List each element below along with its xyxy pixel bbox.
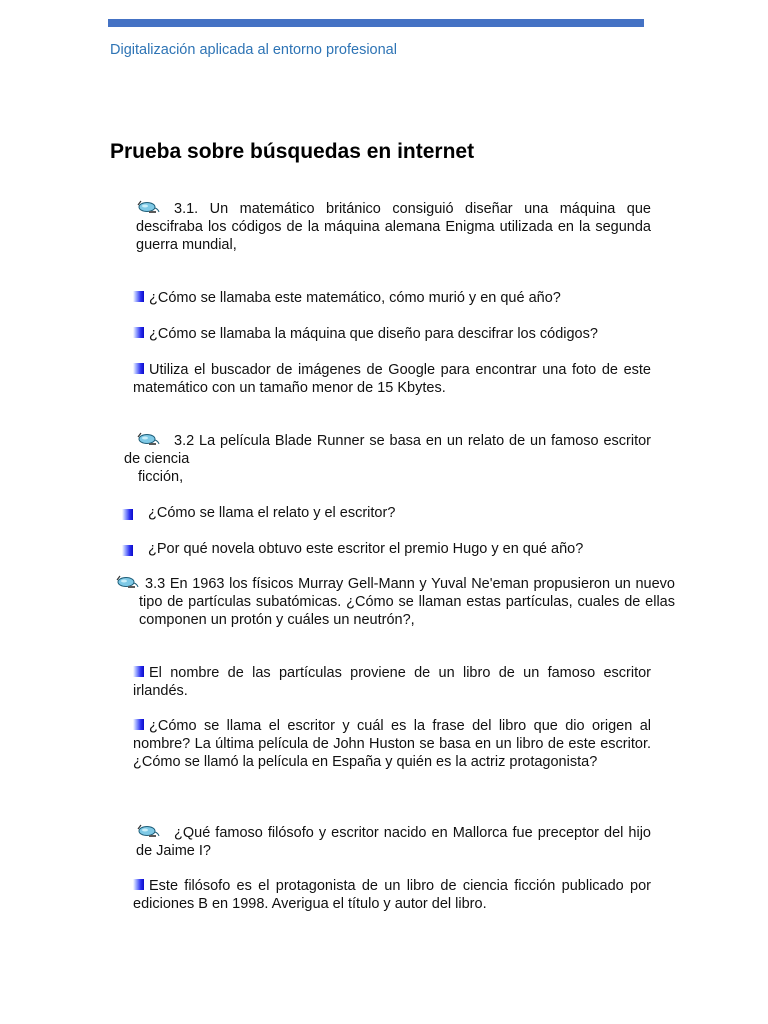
- mouse-icon: [136, 824, 160, 838]
- list-item: ¿Cómo se llamaba la máquina que diseño para descifrar los códigos?: [133, 325, 651, 343]
- list-item: ¿Cómo se llama el escritor y cuál es la frase del libro que dio origen al nombre? La última película de John Huston se basa en un libro de este escritor. ¿Cómo se llamó la película en España y quién es la actriz protagonista?: [133, 718, 651, 770]
- question-text: 3.2 La película Blade Runner se basa en un relato de un famoso escritor de ciencia: [124, 433, 651, 467]
- list-item: ¿Cómo se llamaba este matemático, cómo murió y en qué año?: [133, 289, 651, 307]
- square-bullet-icon: [133, 719, 144, 730]
- list-item: ¿Por qué novela obtuvo este escritor el premio Hugo y en qué año?: [122, 540, 651, 558]
- square-bullet-icon: [122, 509, 133, 520]
- question-text: 3.1. Un matemático británico consiguió diseñar una máquina que descifraba los códigos de la máquina alemana Enigma utilizada en la segunda guerra mundial,: [136, 201, 651, 253]
- question-3-1: [136, 200, 651, 254]
- course-title: Digitalización aplicada al entorno profesional: [110, 42, 397, 58]
- page-title: Prueba sobre búsquedas en internet: [110, 140, 475, 163]
- square-bullet-icon: [122, 545, 133, 556]
- square-bullet-icon: [133, 666, 144, 677]
- question-3-3: [115, 575, 675, 629]
- list-item: Utiliza el buscador de imágenes de Google para encontrar una foto de este matemático con un tamaño menor de 15 Kbytes.: [133, 362, 651, 396]
- list-item: Este filósofo es el protagonista de un libro de ciencia ficción publicado por ediciones B en 1998. Averigua el título y autor del libro.: [133, 878, 651, 912]
- question-3-2: [124, 432, 651, 468]
- list-item: El nombre de las partículas proviene de un libro de un famoso escritor irlandés.: [133, 665, 651, 699]
- question-3-4: [136, 824, 651, 860]
- mouse-icon: [136, 200, 160, 214]
- square-bullet-icon: [133, 879, 144, 890]
- mouse-icon: [136, 432, 160, 446]
- square-bullet-icon: [133, 291, 144, 302]
- square-bullet-icon: [133, 363, 144, 374]
- list-item: ¿Cómo se llama el relato y el escritor?: [122, 504, 651, 522]
- question-text: 3.3 En 1963 los físicos Murray Gell-Mann y Yuval Ne'eman propusieron un nuevo tipo de partículas subatómicas. ¿Cómo se llaman estas partículas, cuales de ellas componen un protón y cuáles un neutrón?,: [139, 576, 675, 628]
- square-bullet-icon: [133, 327, 144, 338]
- question-text-continued: ficción,: [138, 469, 184, 485]
- question-text: ¿Qué famoso filósofo y escritor nacido en Mallorca fue preceptor del hijo de Jaime I?: [136, 825, 651, 859]
- header-rule: [108, 19, 644, 27]
- mouse-icon: [115, 575, 139, 589]
